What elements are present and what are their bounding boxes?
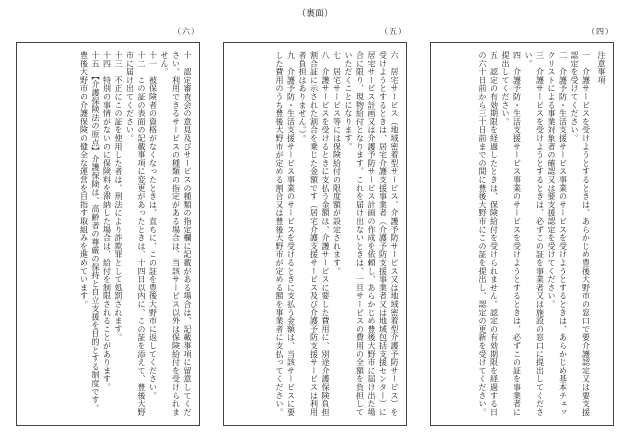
- note-item: 十三 不正にこの証を使用した者は、刑法により詐欺罪として処罰されます。: [114, 51, 123, 342]
- notes-text: [230, 51, 400, 417]
- note-item: 八 介護サービスを受けるときに支払う金額は、介護サービスに要した費用に、別途介護保険負担割合証に示された割合を乗じた金額です（居宅介護支援サービス及び介護予防支援サービスは利用者負担はありません。）。: [298, 51, 330, 417]
- panel-box: [430, 42, 614, 426]
- note-item: 十四 特別の事情がないのに保険料を滞納した場合は、給付を制限されることがあります。: [102, 51, 112, 392]
- panel-four: [430, 26, 614, 426]
- notes-text: [437, 51, 607, 417]
- panel-number: （六）: [173, 27, 200, 36]
- document-frame: [16, 26, 614, 426]
- panel-number: （四）: [587, 27, 614, 36]
- note-item: 十五 【介護保険法の原点】介護保険は、高齢者の尊厳の保持と自立支援を目的とする制度です。豊後大野市の介護保険の健全な運営を目指す取組みを進めています。: [79, 51, 100, 413]
- note-item: 九 介護予防・生活支援サービス事業のサービスを受けるときに支払う金額は、当該サービスに要した費用のうち豊後大野市が定める割合又は豊後大野市が定める額を事業者に支払ってください。: [275, 51, 296, 417]
- panel-box: [223, 42, 407, 426]
- note-item: 一 介護サービスを受けようとするときは、あらかじめ豊後大野市の窓口で要介護認定又は要支援認定を受けてください。: [570, 51, 591, 417]
- note-item: 十 認定審査会の意見及びサービスの種類の指定欄に記載がある場合は、記載事項に留意してください。利用できるサービスの種類の指定がある場合は、当該サービス以外は保険給付を受けられません。: [160, 51, 192, 417]
- note-item: 三 介護サービスを受けようとするときは、必ずこの証を事業者又は施設の窓口に提出してください。: [524, 51, 545, 417]
- notes-heading: 注意事項: [597, 51, 606, 85]
- note-item: 十二 この証の表面の記載事項に変更があったときは、十四日以内に、この証を添えて、豊後大野市に届け出てください。: [125, 51, 146, 417]
- notes-text: [23, 51, 193, 417]
- note-item: 十一 被保険者の資格がなくなったときは、直ちに、この証を豊後大野市に返してください。: [148, 51, 158, 400]
- panel-six: [16, 26, 200, 426]
- note-item: 六 居宅サービス（地域密着型サービス、介護予防サービス又は地域密着型介護予防サービス）を受けようとするときは、居宅介護支援事業者（介護予防支援事業者又は地域包括支援センター）に居宅サービス計画又は介護予防サービス計画の作成を依頼し、あらかじめ豊後大野市に届け出た場合に限り、現物給付となります。これを届け出ないときは、一旦サービスの費用の全額を負担していただくことになります。: [344, 51, 399, 417]
- note-item: 七 居宅サービス等には保険給付の限度額が設定されます。: [332, 51, 342, 276]
- panel-box: [16, 42, 200, 426]
- panel-number: （五）: [380, 27, 407, 36]
- panel-five: [223, 26, 407, 426]
- note-item: 五 認定の有効期限を経過したときは、保険給付を受けられません。認定の有効期限を経過する日の六十日前から三十日前までの間に豊後大野市にこの証を提出し、認定の更新を受けてください。: [478, 51, 499, 417]
- page-title: （裏面）: [296, 9, 333, 19]
- note-item: 四 介護予防・生活支援サービス事業のサービスを受けようとするときは、必ずこの証を事業者に提出してください。: [501, 51, 522, 417]
- note-item: 二 介護予防・生活支援サービス事業のサービスを受けようとするときは、あらかじめ基本チェックリストによる事業対象者の確認又は要支援認定を受けてください。: [547, 51, 568, 417]
